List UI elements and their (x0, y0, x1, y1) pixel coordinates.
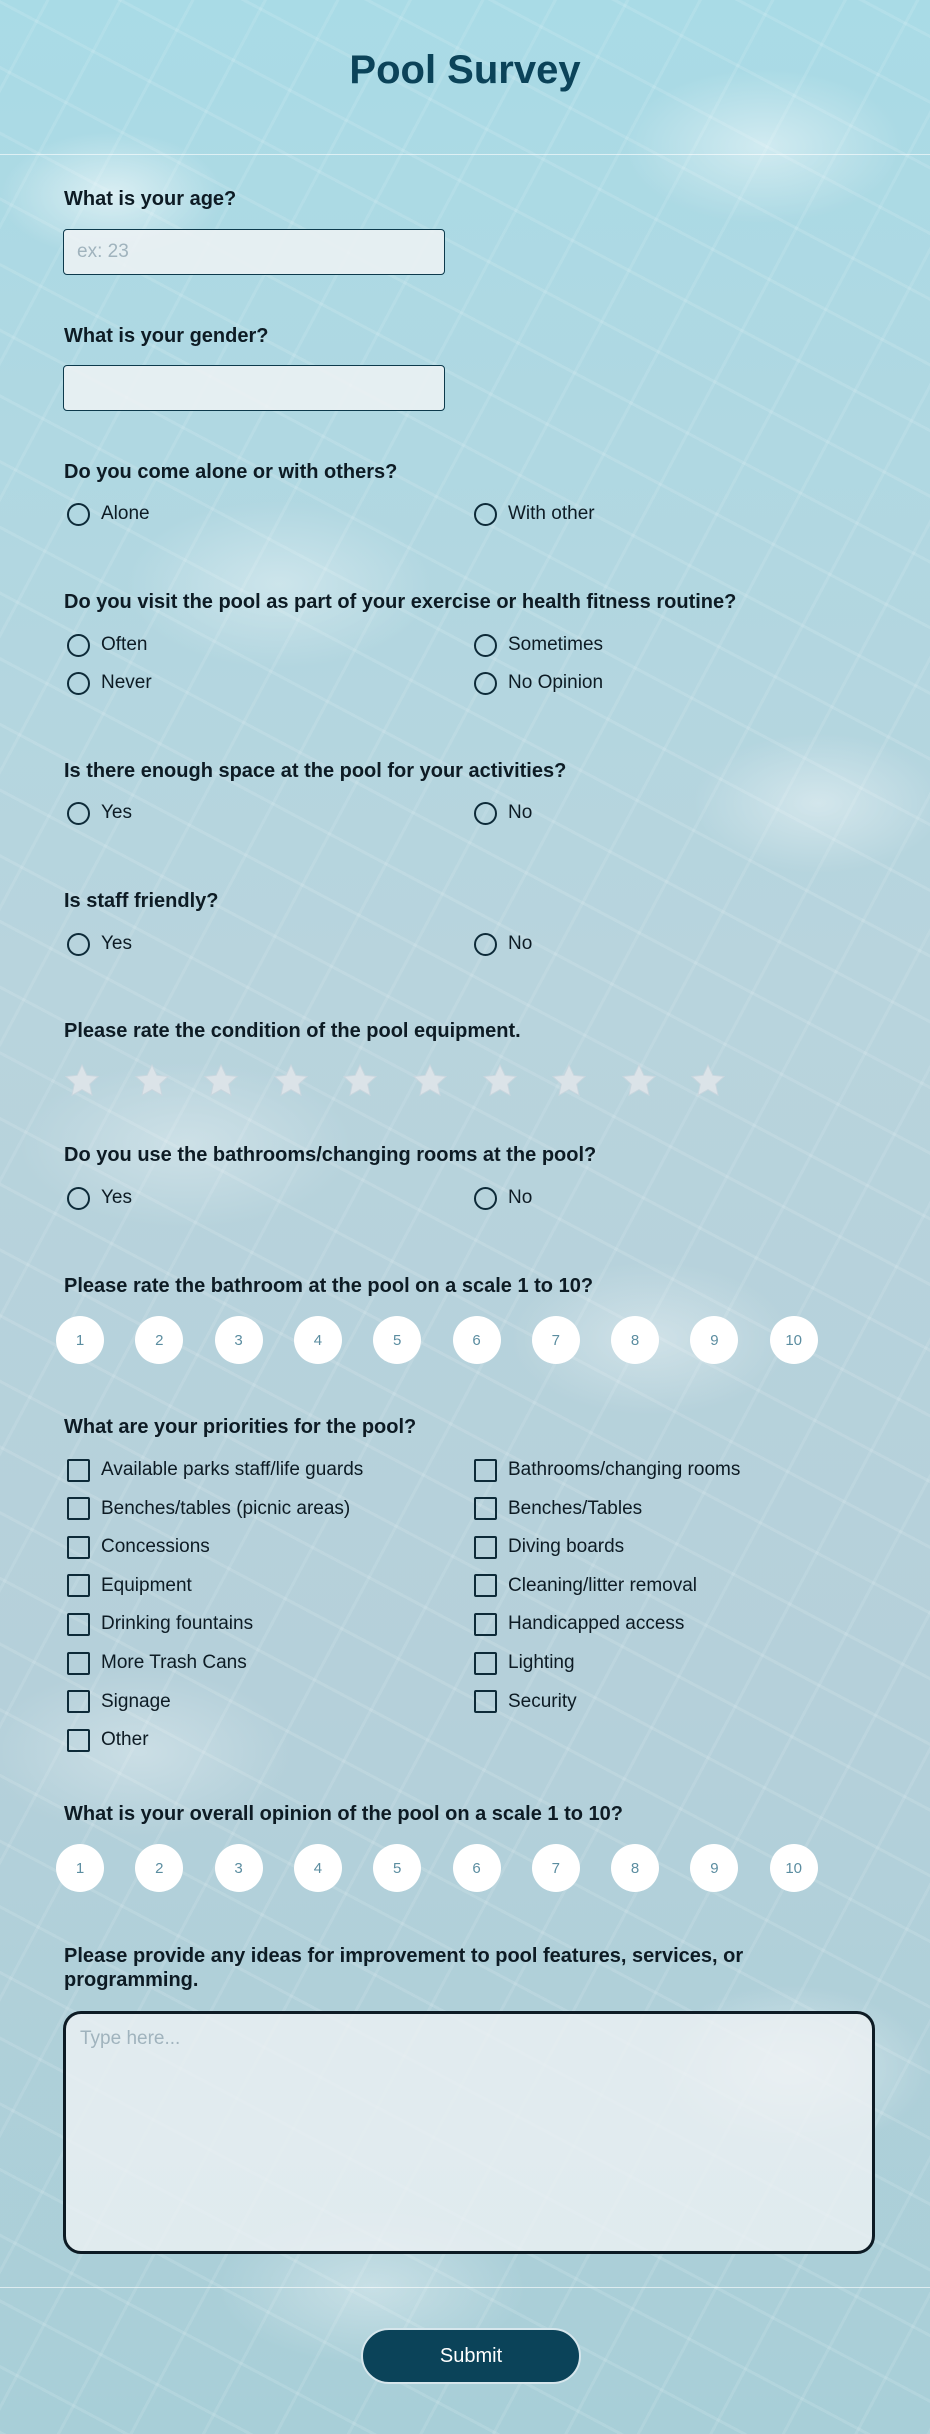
radio-circle-icon (474, 1187, 497, 1210)
checkbox-item[interactable] (67, 1688, 171, 1716)
checkbox-label: Benches/Tables (508, 1497, 643, 1519)
radio-alone[interactable] (67, 500, 150, 528)
checkbox-square-icon (474, 1459, 497, 1482)
option-label: No (508, 1187, 533, 1208)
question-gender: What is your gender? (64, 325, 269, 347)
radio-circle-icon (474, 503, 497, 526)
option-label: No (508, 802, 533, 823)
radio-staff-yes[interactable] (67, 930, 132, 958)
radio-circle-icon (67, 503, 90, 526)
submit-button[interactable]: Submit (361, 2328, 581, 2384)
scale-button-5[interactable]: 5 (373, 1844, 421, 1892)
scale-button-3[interactable]: 3 (215, 1316, 263, 1364)
checkbox-label: Lighting (508, 1652, 575, 1673)
question-equipment-rating: Please rate the condition of the pool equipment. (64, 1020, 521, 1042)
checkbox-item[interactable] (474, 1572, 697, 1600)
radio-bathrooms-yes[interactable] (67, 1184, 132, 1212)
scale-button-8[interactable]: 8 (611, 1316, 659, 1364)
checkbox-item[interactable] (67, 1610, 253, 1638)
question-bathroom-rating: Please rate the bathroom at the pool on a scale 1 to 10? (64, 1275, 594, 1297)
checkbox-square-icon (474, 1690, 497, 1713)
gender-input[interactable] (63, 365, 445, 411)
checkbox-label: Drinking fountains (101, 1613, 254, 1635)
checkbox-label: Diving boards (508, 1536, 625, 1558)
scale-button-3[interactable]: 3 (215, 1844, 263, 1892)
star-icon[interactable] (410, 1061, 450, 1101)
option-label: Yes (101, 802, 132, 823)
page-title: Pool Survey (349, 48, 581, 92)
checkbox-square-icon (474, 1613, 497, 1636)
scale-button-6[interactable]: 6 (453, 1316, 501, 1364)
scale-button-10[interactable]: 10 (770, 1316, 818, 1364)
checkbox-label: Other (101, 1729, 149, 1751)
scale-button-1[interactable]: 1 (56, 1844, 104, 1892)
star-icon[interactable] (480, 1061, 520, 1101)
scale-button-5[interactable]: 5 (373, 1316, 421, 1364)
question-space: Is there enough space at the pool for your activities? (64, 760, 567, 782)
scale-button-7[interactable]: 7 (532, 1844, 580, 1892)
radio-sometimes[interactable] (474, 631, 603, 659)
option-label: Yes (101, 1187, 132, 1208)
option-label: Often (101, 634, 148, 655)
option-label: Sometimes (508, 634, 604, 655)
radio-space-no[interactable] (474, 799, 532, 827)
ideas-textarea[interactable] (63, 2011, 875, 2254)
checkbox-label: Benches/tables (picnic areas) (101, 1497, 351, 1519)
radio-never[interactable] (67, 669, 152, 697)
scale-button-2[interactable]: 2 (135, 1316, 183, 1364)
radio-circle-icon (67, 634, 90, 657)
divider (0, 154, 930, 155)
radio-often[interactable] (67, 631, 147, 659)
checkbox-square-icon (67, 1690, 90, 1713)
checkbox-square-icon (474, 1574, 497, 1597)
checkbox-square-icon (67, 1497, 90, 1520)
star-icon[interactable] (62, 1061, 102, 1101)
radio-with-other[interactable] (474, 500, 595, 528)
question-ideas: Please provide any ideas for improvement to pool features, services, or programming. (64, 1945, 744, 1991)
checkbox-item[interactable] (474, 1533, 624, 1561)
radio-circle-icon (67, 672, 90, 695)
checkbox-square-icon (67, 1574, 90, 1597)
scale-button-9[interactable]: 9 (690, 1316, 738, 1364)
radio-circle-icon (67, 933, 90, 956)
star-icon[interactable] (619, 1061, 659, 1101)
radio-circle-icon (474, 933, 497, 956)
question-staff: Is staff friendly? (64, 890, 219, 912)
scale-button-1[interactable]: 1 (56, 1316, 104, 1364)
radio-space-yes[interactable] (67, 799, 132, 827)
scale-button-7[interactable]: 7 (532, 1316, 580, 1364)
checkbox-square-icon (474, 1497, 497, 1520)
checkbox-label: Security (508, 1690, 577, 1712)
radio-staff-no[interactable] (474, 930, 532, 958)
checkbox-label: Bathrooms/changing rooms (508, 1459, 741, 1480)
checkbox-label: Signage (101, 1690, 171, 1712)
option-label: No Opinion (508, 672, 604, 693)
checkbox-item[interactable] (67, 1456, 363, 1484)
radio-bathrooms-no[interactable] (474, 1184, 532, 1212)
option-label: Never (101, 672, 152, 693)
radio-circle-icon (67, 1187, 90, 1210)
question-age: What is your age? (64, 188, 237, 210)
scale-button-2[interactable]: 2 (135, 1844, 183, 1892)
option-label: Yes (101, 933, 132, 954)
checkbox-item[interactable] (67, 1533, 210, 1561)
star-icon[interactable] (201, 1061, 241, 1101)
checkbox-item[interactable] (67, 1572, 192, 1600)
checkbox-item[interactable] (474, 1688, 577, 1716)
checkbox-square-icon (67, 1613, 90, 1636)
question-priorities: What are your priorities for the pool? (64, 1416, 417, 1438)
scale-button-6[interactable]: 6 (453, 1844, 501, 1892)
radio-no-opinion[interactable] (474, 669, 603, 697)
checkbox-label: Cleaning/litter removal (508, 1574, 698, 1596)
star-icon[interactable] (132, 1061, 172, 1101)
checkbox-square-icon (474, 1652, 497, 1675)
star-icon[interactable] (271, 1061, 311, 1101)
scale-button-8[interactable]: 8 (611, 1844, 659, 1892)
star-icon[interactable] (688, 1061, 728, 1101)
radio-circle-icon (474, 672, 497, 695)
question-overall-rating: What is your overall opinion of the pool on a scale 1 to 10? (64, 1803, 623, 1825)
radio-circle-icon (474, 802, 497, 825)
age-input[interactable] (63, 229, 445, 275)
checkbox-item[interactable] (67, 1495, 350, 1523)
checkbox-item[interactable] (474, 1649, 575, 1677)
scale-button-4[interactable]: 4 (294, 1316, 342, 1364)
checkbox-square-icon (67, 1459, 90, 1482)
star-icon[interactable] (549, 1061, 589, 1101)
checkbox-label: Handicapped access (508, 1613, 685, 1635)
option-label: With other (508, 503, 595, 524)
option-label: Alone (101, 503, 150, 524)
checkbox-item[interactable] (67, 1649, 247, 1677)
checkbox-item[interactable] (474, 1456, 740, 1484)
radio-circle-icon (67, 802, 90, 825)
scale-button-9[interactable]: 9 (690, 1844, 738, 1892)
checkbox-square-icon (67, 1652, 90, 1675)
checkbox-item[interactable] (67, 1726, 149, 1754)
checkbox-label: Available parks staff/life guards (101, 1459, 364, 1480)
checkbox-square-icon (67, 1536, 90, 1559)
checkbox-item[interactable] (474, 1495, 642, 1523)
question-company: Do you come alone or with others? (64, 461, 398, 483)
option-label: No (508, 933, 533, 954)
star-icon[interactable] (340, 1061, 380, 1101)
scale-button-4[interactable]: 4 (294, 1844, 342, 1892)
question-bathrooms-use: Do you use the bathrooms/changing rooms at the pool? (64, 1144, 597, 1166)
checkbox-label: More Trash Cans (101, 1652, 247, 1673)
radio-circle-icon (474, 634, 497, 657)
checkbox-label: Concessions (101, 1536, 210, 1558)
checkbox-item[interactable] (474, 1610, 684, 1638)
divider (0, 2287, 930, 2288)
scale-button-10[interactable]: 10 (770, 1844, 818, 1892)
checkbox-square-icon (474, 1536, 497, 1559)
question-exercise: Do you visit the pool as part of your exercise or health fitness routine? (64, 591, 737, 613)
checkbox-label: Equipment (101, 1574, 192, 1596)
checkbox-square-icon (67, 1729, 90, 1752)
